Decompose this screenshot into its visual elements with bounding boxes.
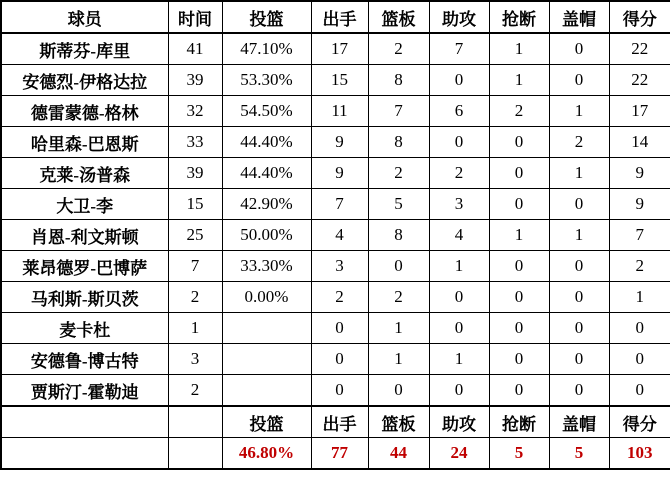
cell-assists: 2 <box>429 158 489 189</box>
cell-rebounds: 8 <box>368 127 429 158</box>
player-row <box>1 189 670 220</box>
cell-assists: 1 <box>429 344 489 375</box>
cell-player: 麦卡杜 <box>1 313 168 344</box>
cell-attempts: 17 <box>311 33 368 65</box>
total-points: 103 <box>609 438 670 470</box>
cell-rebounds: 2 <box>368 33 429 65</box>
cell-minutes: 39 <box>168 158 222 189</box>
cell-points: 0 <box>609 313 670 344</box>
cell-player: 安德鲁-博古特 <box>1 344 168 375</box>
cell-player: 安德烈-伊格达拉 <box>1 65 168 96</box>
cell-rebounds: 7 <box>368 96 429 127</box>
cell-fg-pct: 54.50% <box>222 96 311 127</box>
cell-blocks: 0 <box>549 313 609 344</box>
footer-empty-player <box>1 406 168 438</box>
col-header-points: 得分 <box>609 1 670 33</box>
total-empty-minutes <box>168 438 222 470</box>
cell-assists: 0 <box>429 65 489 96</box>
cell-steals: 0 <box>489 158 549 189</box>
cell-rebounds: 2 <box>368 158 429 189</box>
cell-player: 肖恩-利文斯顿 <box>1 220 168 251</box>
cell-minutes: 3 <box>168 344 222 375</box>
cell-player: 马利斯-斯贝茨 <box>1 282 168 313</box>
cell-attempts: 2 <box>311 282 368 313</box>
cell-minutes: 15 <box>168 189 222 220</box>
cell-points: 1 <box>609 282 670 313</box>
total-assists: 24 <box>429 438 489 470</box>
col-header-minutes: 时间 <box>168 1 222 33</box>
cell-rebounds: 1 <box>368 344 429 375</box>
col-header-attempts: 出手 <box>311 1 368 33</box>
footer-label-attempts: 出手 <box>311 406 368 438</box>
cell-player: 斯蒂芬-库里 <box>1 33 168 65</box>
cell-points: 2 <box>609 251 670 282</box>
cell-assists: 3 <box>429 189 489 220</box>
cell-minutes: 39 <box>168 65 222 96</box>
cell-blocks: 0 <box>549 33 609 65</box>
cell-minutes: 2 <box>168 282 222 313</box>
cell-blocks: 2 <box>549 127 609 158</box>
cell-rebounds: 0 <box>368 251 429 282</box>
cell-blocks: 0 <box>549 344 609 375</box>
cell-minutes: 1 <box>168 313 222 344</box>
cell-attempts: 9 <box>311 127 368 158</box>
cell-rebounds: 1 <box>368 313 429 344</box>
cell-points: 7 <box>609 220 670 251</box>
cell-attempts: 9 <box>311 158 368 189</box>
cell-steals: 0 <box>489 127 549 158</box>
footer-label-assists: 助攻 <box>429 406 489 438</box>
cell-attempts: 15 <box>311 65 368 96</box>
cell-fg-pct: 44.40% <box>222 158 311 189</box>
cell-player: 德雷蒙德-格林 <box>1 96 168 127</box>
cell-minutes: 2 <box>168 375 222 407</box>
col-header-assists: 助攻 <box>429 1 489 33</box>
cell-attempts: 4 <box>311 220 368 251</box>
total-blocks: 5 <box>549 438 609 470</box>
cell-minutes: 25 <box>168 220 222 251</box>
cell-rebounds: 8 <box>368 220 429 251</box>
cell-assists: 0 <box>429 313 489 344</box>
cell-points: 9 <box>609 158 670 189</box>
cell-steals: 1 <box>489 65 549 96</box>
cell-points: 9 <box>609 189 670 220</box>
player-row <box>1 65 670 96</box>
cell-player: 莱昂德罗-巴博萨 <box>1 251 168 282</box>
cell-steals: 1 <box>489 33 549 65</box>
cell-minutes: 33 <box>168 127 222 158</box>
footer-empty-minutes <box>168 406 222 438</box>
total-empty-player <box>1 438 168 470</box>
cell-fg-pct: 53.30% <box>222 65 311 96</box>
cell-blocks: 0 <box>549 189 609 220</box>
cell-assists: 0 <box>429 375 489 407</box>
footer-label-blocks: 盖帽 <box>549 406 609 438</box>
totals-label-row <box>1 406 670 438</box>
footer-label-fg-pct: 投篮 <box>222 406 311 438</box>
total-attempts: 77 <box>311 438 368 470</box>
cell-points: 17 <box>609 96 670 127</box>
cell-steals: 0 <box>489 282 549 313</box>
cell-points: 22 <box>609 33 670 65</box>
cell-assists: 0 <box>429 282 489 313</box>
cell-blocks: 1 <box>549 96 609 127</box>
footer-label-rebounds: 篮板 <box>368 406 429 438</box>
total-rebounds: 44 <box>368 438 429 470</box>
cell-steals: 0 <box>489 344 549 375</box>
cell-steals: 0 <box>489 375 549 407</box>
player-row <box>1 158 670 189</box>
cell-blocks: 0 <box>549 375 609 407</box>
cell-fg-pct: 50.00% <box>222 220 311 251</box>
cell-blocks: 1 <box>549 158 609 189</box>
player-row <box>1 344 670 375</box>
player-row <box>1 127 670 158</box>
cell-rebounds: 2 <box>368 282 429 313</box>
col-header-fg-pct: 投篮 <box>222 1 311 33</box>
player-row <box>1 33 670 65</box>
cell-attempts: 7 <box>311 189 368 220</box>
cell-assists: 0 <box>429 127 489 158</box>
player-row <box>1 313 670 344</box>
col-header-steals: 抢断 <box>489 1 549 33</box>
cell-assists: 7 <box>429 33 489 65</box>
cell-minutes: 41 <box>168 33 222 65</box>
totals-row <box>1 438 670 470</box>
footer-label-steals: 抢断 <box>489 406 549 438</box>
cell-steals: 1 <box>489 220 549 251</box>
cell-attempts: 0 <box>311 344 368 375</box>
cell-player: 克莱-汤普森 <box>1 158 168 189</box>
cell-assists: 4 <box>429 220 489 251</box>
cell-blocks: 0 <box>549 65 609 96</box>
cell-minutes: 7 <box>168 251 222 282</box>
cell-assists: 6 <box>429 96 489 127</box>
col-header-rebounds: 篮板 <box>368 1 429 33</box>
cell-fg-pct <box>222 313 311 344</box>
cell-fg-pct <box>222 344 311 375</box>
footer-label-points: 得分 <box>609 406 670 438</box>
cell-attempts: 11 <box>311 96 368 127</box>
col-header-blocks: 盖帽 <box>549 1 609 33</box>
cell-rebounds: 8 <box>368 65 429 96</box>
cell-minutes: 32 <box>168 96 222 127</box>
cell-attempts: 3 <box>311 251 368 282</box>
cell-steals: 0 <box>489 189 549 220</box>
player-row <box>1 96 670 127</box>
cell-points: 0 <box>609 344 670 375</box>
cell-fg-pct: 0.00% <box>222 282 311 313</box>
header-row <box>1 1 670 33</box>
player-row <box>1 220 670 251</box>
cell-steals: 0 <box>489 313 549 344</box>
total-fg-pct: 46.80% <box>222 438 311 470</box>
cell-points: 14 <box>609 127 670 158</box>
cell-blocks: 1 <box>549 220 609 251</box>
total-steals: 5 <box>489 438 549 470</box>
player-row <box>1 375 670 407</box>
cell-rebounds: 0 <box>368 375 429 407</box>
cell-fg-pct: 44.40% <box>222 127 311 158</box>
cell-fg-pct: 42.90% <box>222 189 311 220</box>
cell-attempts: 0 <box>311 313 368 344</box>
cell-fg-pct <box>222 375 311 407</box>
cell-rebounds: 5 <box>368 189 429 220</box>
cell-blocks: 0 <box>549 282 609 313</box>
cell-fg-pct: 33.30% <box>222 251 311 282</box>
cell-player: 贾斯汀-霍勒迪 <box>1 375 168 407</box>
cell-player: 哈里森-巴恩斯 <box>1 127 168 158</box>
col-header-player: 球员 <box>1 1 168 33</box>
cell-fg-pct: 47.10% <box>222 33 311 65</box>
cell-steals: 2 <box>489 96 549 127</box>
cell-steals: 0 <box>489 251 549 282</box>
cell-assists: 1 <box>429 251 489 282</box>
player-row <box>1 282 670 313</box>
cell-attempts: 0 <box>311 375 368 407</box>
cell-blocks: 0 <box>549 251 609 282</box>
cell-points: 22 <box>609 65 670 96</box>
player-row <box>1 251 670 282</box>
cell-player: 大卫-李 <box>1 189 168 220</box>
cell-points: 0 <box>609 375 670 407</box>
